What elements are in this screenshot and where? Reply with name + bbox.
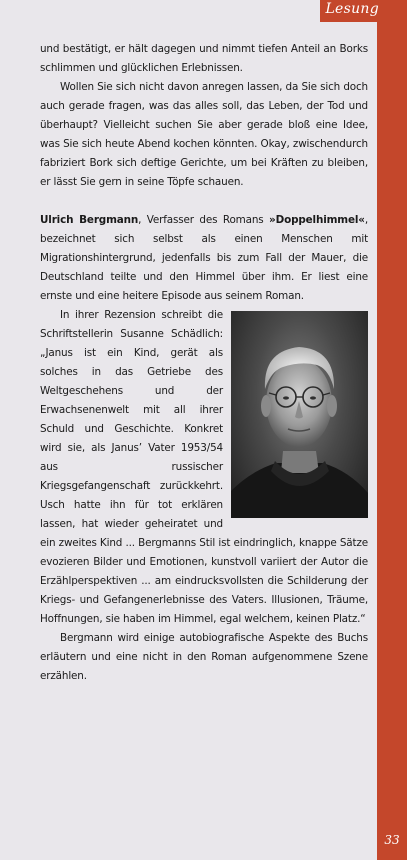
paragraph-3-intro: , Verfasser des Romans xyxy=(138,214,270,226)
paragraph-1: und bestätigt, er hält dagegen und nimmt tiefen Anteil an Borks schlimmen und glücklichen Erlebnissen. xyxy=(40,43,368,74)
page-number: 33 xyxy=(384,833,400,847)
author-name: Ulrich Bergmann xyxy=(40,214,139,226)
section-tab xyxy=(320,0,407,22)
paragraph-gap xyxy=(40,192,368,211)
book-title: »Doppelhimmel« xyxy=(269,214,365,226)
paragraph-4: In ihrer Rezension schreibt die Schriftstellerin Susanne Schädlich: „Janus ist ein Kind, gerät als solches in das Getriebe des Weltgeschehens und der Erwachsenenwelt mit all ihrer Schuld und Geschichte. Konkret wird sie, als Janus’ Vater 1953/54 aus russischer Kriegsgefangenschaft zurückkehrt. Usch hatte ihn für tot erklären lassen, hat wieder geheiratet und ein zweites Kind ... Bergmanns Stil ist eindringlich, knappe Sätze evozieren Bilder und Emotionen, kunstvoll variiert der Autor die Erzählperspektiven ... am eindrucksvollsten die Schilderung der Kriegs- und Gefangenerlebnisse des Vaters. Illusionen, Träume, Hoffnungen, sie haben im Himmel, egal welchem, keinen Platz.“ xyxy=(40,309,368,625)
paragraph-3 xyxy=(40,211,368,306)
paragraph-5: Bergmann wird einige autobiografische Aspekte des Buchs erläutern und eine nicht in den Roman aufgenommene Szene erzählen. xyxy=(40,632,368,682)
article-body xyxy=(40,40,368,686)
author-photo xyxy=(231,311,368,518)
paragraph-3-body: , bezeichnet sich selbst als einen Menschen mit Migrationshintergrund, jedenfalls bis zum Fall der Mauer, die Deutschland teilte und den Himmel über ihm. Er liest eine ernste und eine heitere Episode aus seinem Roman. xyxy=(40,214,368,302)
side-accent-band xyxy=(377,0,407,860)
paragraph-2: Wollen Sie sich nicht davon anregen lassen, da Sie sich doch auch gerade fragen, was das alles soll, das Leben, der Tod und überhaupt? Vielleicht suchen Sie aber gerade bloß eine Idee, was Sie sich heute Abend kochen könnten. Okay, zwischendurch fabriziert Bork sich deftige Gerichte, um bei Kräften zu bleiben, er lässt Sie gern in seine Töpfe schauen. xyxy=(40,81,368,188)
section-label: Lesung xyxy=(325,1,379,17)
